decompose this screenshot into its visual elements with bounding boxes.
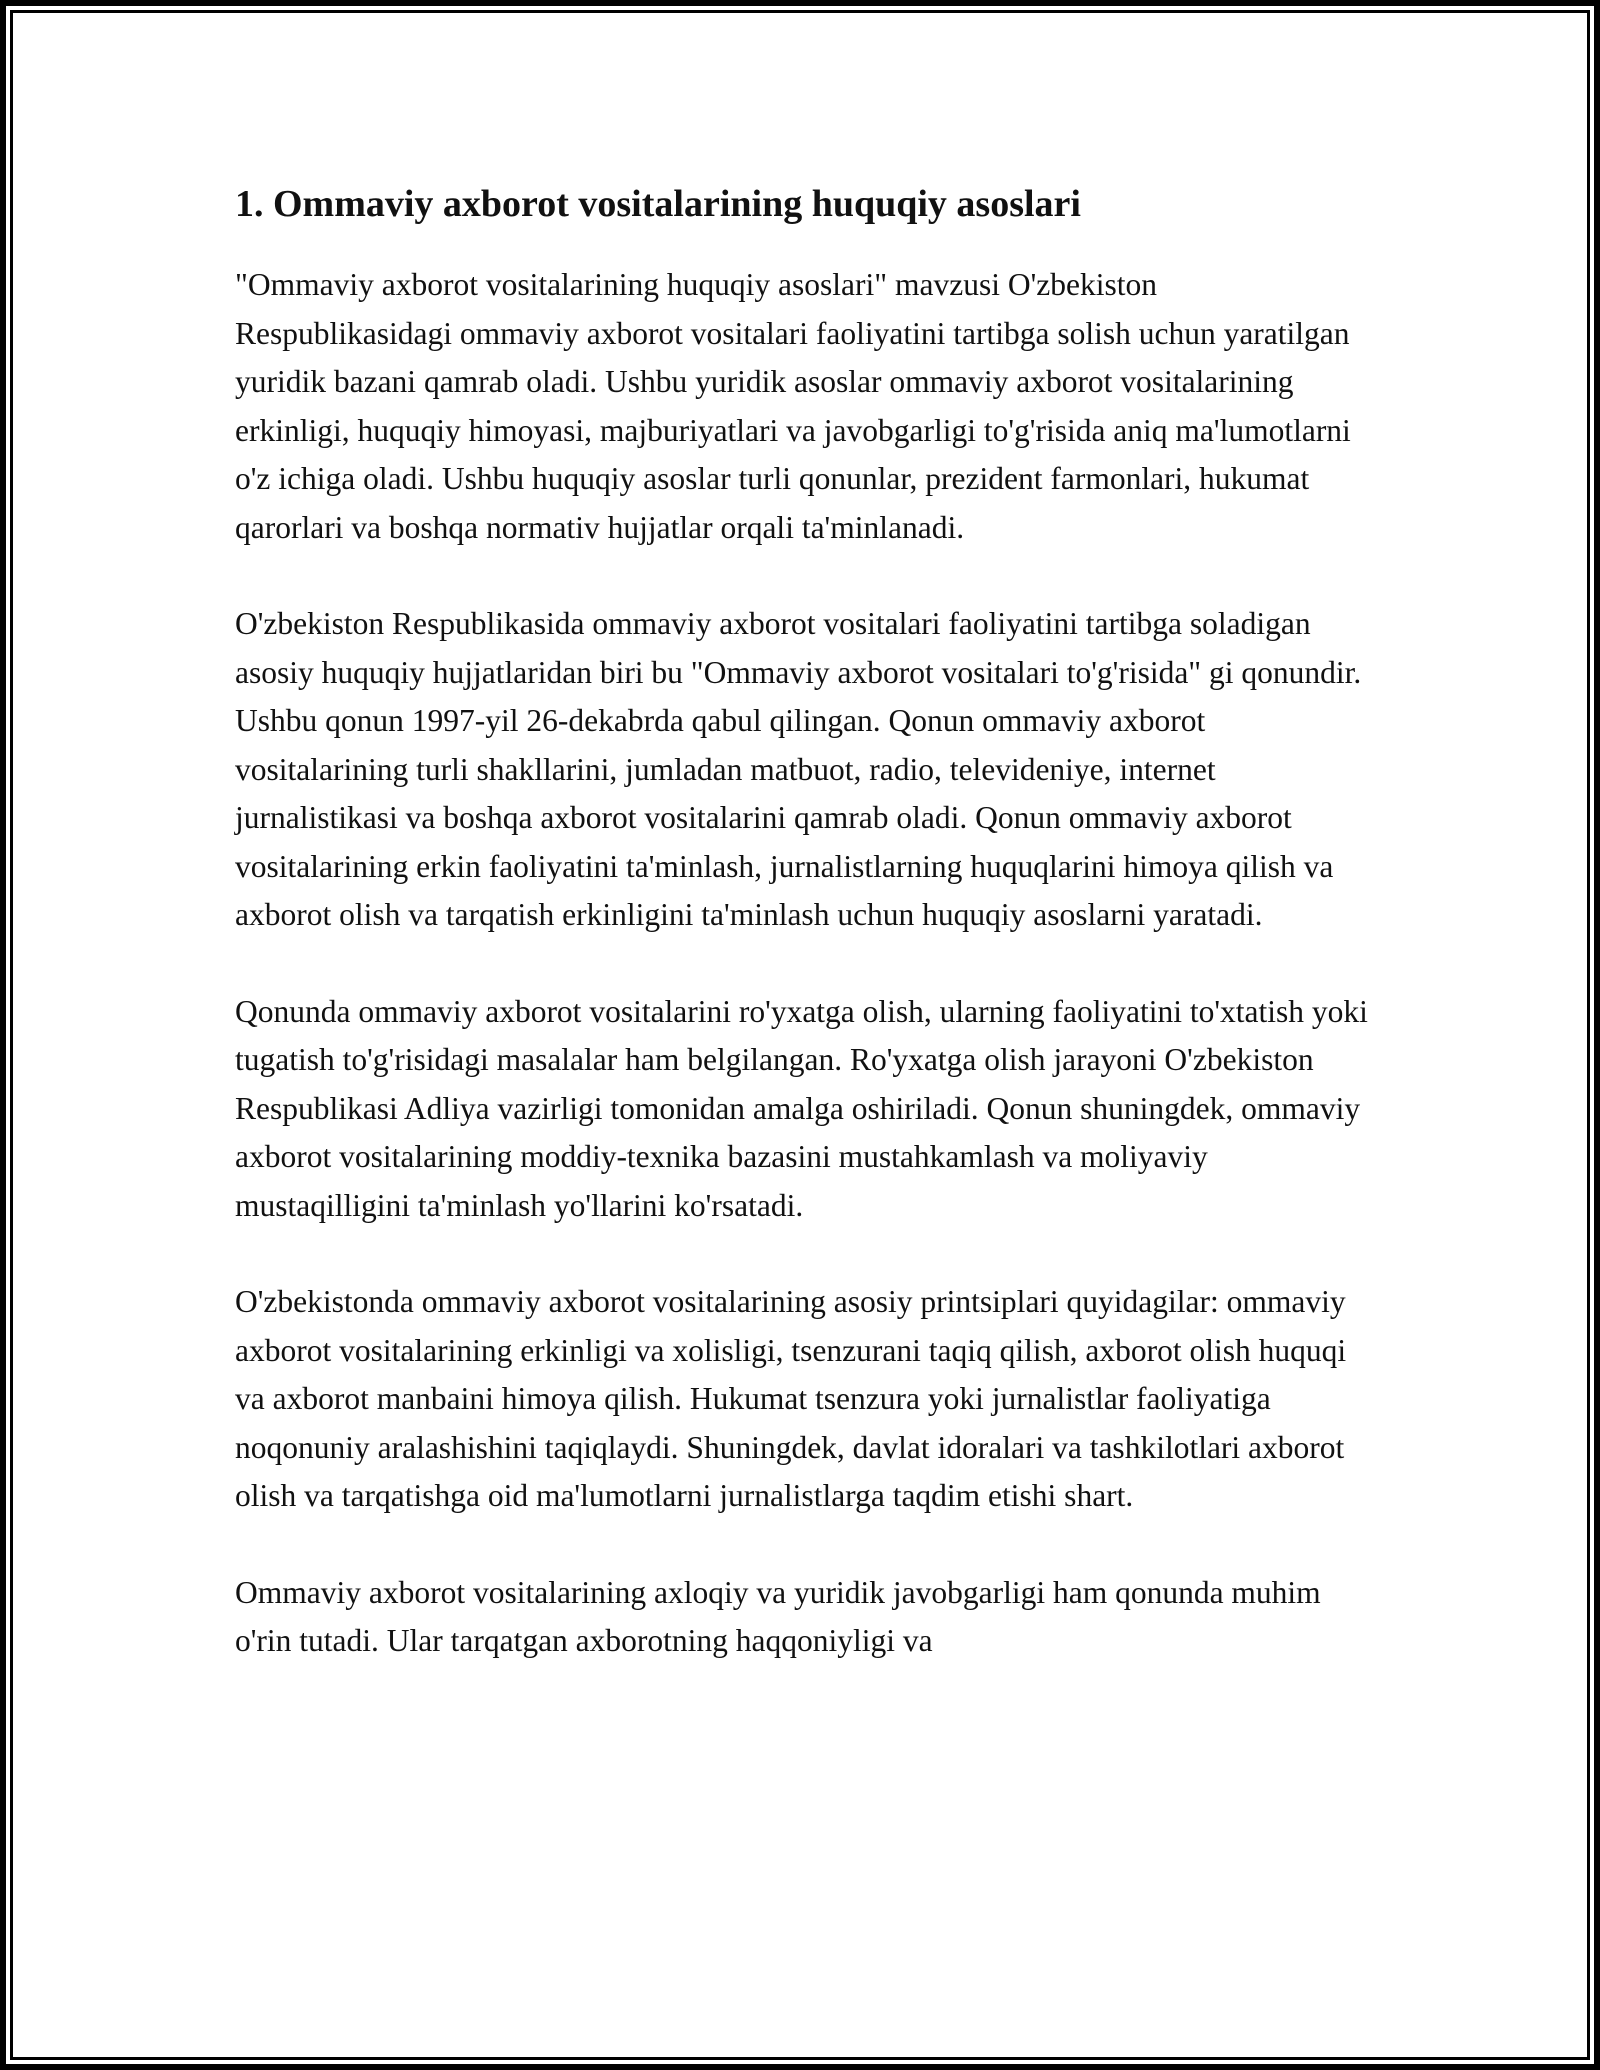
paragraph-3: Qonunda ommaviy axborot vositalarini ro'yxatga olish, ularning faoliyatini to'xtatish yoki tugatish to'g'risidagi masalalar ham belgilangan. Ro'yxatga olish jarayoni O'zbekiston Respublikasi Adliya vazirligi tomonidan amalga oshiriladi. Qonun shuningdek, ommaviy axborot vositalarining moddiy-texnika bazasini mustahkamlash va moliyaviy mustaqilligini ta'minlash yo'llarini ko'rsatadi. [235,993,1368,1223]
section-heading: 1. Ommaviy axborot vositalarining huquqiy asoslari [235,183,1081,225]
paragraph-4: O'zbekistonda ommaviy axborot vositalarining asosiy printsiplari quyidagilar: ommaviy axborot vositalarining erkinligi va xolisligi, tsenzurani taqiq qilish, axborot olish huquqi va axborot manbaini himoya qilish. Hukumat tsenzura yoki jurnalistlar faoliyatiga noqonuniy aralashishini taqiqlaydi. Shuningdek, davlat idoralari va tashkilotlari axborot olish va tarqatishga oid ma'lumotlarni jurnalistlarga taqdim etishi shart. [235,1284,1347,1514]
paragraph-1: "Ommaviy axborot vositalarining huquqiy asoslari" mavzusi O'zbekiston Respublikasidagi ommaviy axborot vositalari faoliyatini tartibga solish uchun yaratilgan yuridik bazani qamrab oladi. Ushbu yuridik asoslar ommaviy axborot vositalarining erkinligi, huquqiy himoyasi, majburiyatlari va javobgarligi to'g'risida aniq ma'lumotlarni o'z ichiga oladi. Ushbu huquqiy asoslar turli qonunlar, prezident farmonlari, hukumat qarorlari va boshqa normativ hujjatlar orqali ta'minlanadi. [235,267,1351,545]
paragraph-2: O'zbekiston Respublikasida ommaviy axborot vositalari faoliyatini tartibga soladigan asosiy huquqiy hujjatlaridan biri bu "Ommaviy axborot vositalari to'g'risida" gi qonundir. Ushbu qonun 1997-yil 26-dekabrda qabul qilingan. Qonun ommaviy axborot vositalarining turli shakllarini, jumladan matbuot, radio, televideniye, internet jurnalistikasi va boshqa axborot vositalarini qamrab oladi. Qonun ommaviy axborot vositalarining erkin faoliyatini ta'minlash, jurnalistlarning huquqlarini himoya qilish va axborot olish va tarqatish erkinligini ta'minlash uchun huquqiy asoslarni yaratadi. [235,606,1362,933]
paragraph-5: Ommaviy axborot vositalarining axloqiy va yuridik javobgarligi ham qonunda muhim o'rin tutadi. Ular tarqatgan axborotning haqqoniyligi va [235,1574,1321,1659]
document-body [235,180,1375,1714]
